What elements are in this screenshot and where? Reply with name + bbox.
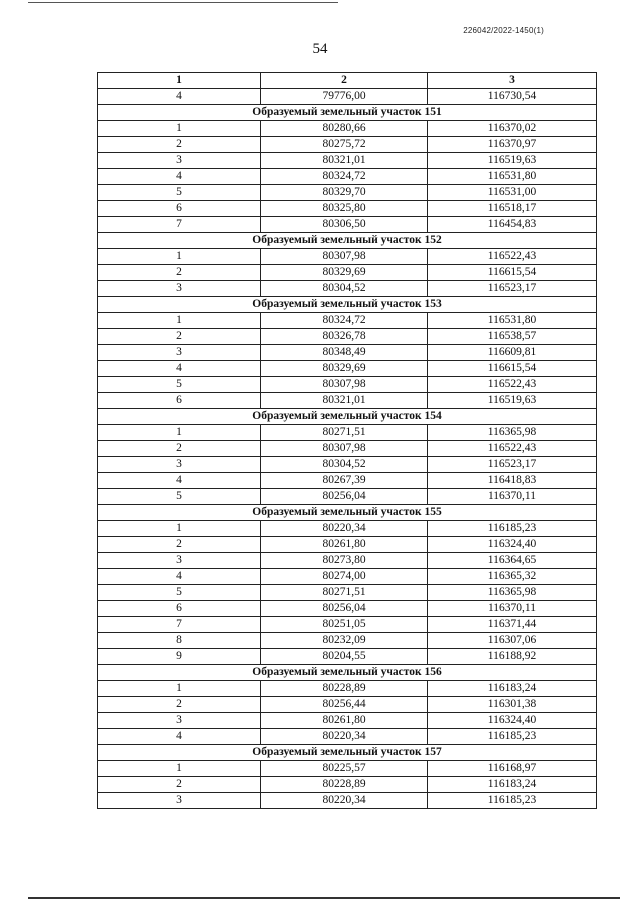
y-coordinate-cell: 116168,97 xyxy=(428,761,597,777)
point-number-cell: 4 xyxy=(98,569,261,585)
x-coordinate-cell: 80273,80 xyxy=(261,553,428,569)
point-number-cell: 3 xyxy=(98,793,261,809)
y-coordinate-cell: 116183,24 xyxy=(428,681,597,697)
y-coordinate-cell: 116188,92 xyxy=(428,649,597,665)
y-coordinate-cell: 116519,63 xyxy=(428,153,597,169)
section-header-row xyxy=(98,105,597,121)
section-header-row xyxy=(98,297,597,313)
table-row xyxy=(98,681,597,697)
y-coordinate-cell: 116518,17 xyxy=(428,201,597,217)
point-number-cell: 2 xyxy=(98,777,261,793)
point-number-cell: 4 xyxy=(98,473,261,489)
point-number-cell: 2 xyxy=(98,329,261,345)
x-coordinate-cell: 80304,52 xyxy=(261,457,428,473)
table-row xyxy=(98,121,597,137)
top-rule xyxy=(28,2,338,3)
point-number-cell: 2 xyxy=(98,697,261,713)
x-coordinate-cell: 80274,00 xyxy=(261,569,428,585)
column-header: 1 xyxy=(98,73,261,89)
table-row xyxy=(98,633,597,649)
point-number-cell: 3 xyxy=(98,713,261,729)
point-number-cell: 2 xyxy=(98,137,261,153)
y-coordinate-cell: 116615,54 xyxy=(428,361,597,377)
y-coordinate-cell: 116538,57 xyxy=(428,329,597,345)
table-row xyxy=(98,329,597,345)
x-coordinate-cell: 80329,69 xyxy=(261,361,428,377)
point-number-cell: 3 xyxy=(98,457,261,473)
x-coordinate-cell: 80228,89 xyxy=(261,681,428,697)
y-coordinate-cell: 116307,06 xyxy=(428,633,597,649)
point-number-cell: 8 xyxy=(98,633,261,649)
table-row xyxy=(98,169,597,185)
y-coordinate-cell: 116609,81 xyxy=(428,345,597,361)
point-number-cell: 5 xyxy=(98,585,261,601)
x-coordinate-cell: 80329,69 xyxy=(261,265,428,281)
section-title: Образуемый земельный участок 156 xyxy=(98,665,597,681)
x-coordinate-cell: 79776,00 xyxy=(261,89,428,105)
point-number-cell: 4 xyxy=(98,169,261,185)
point-number-cell: 4 xyxy=(98,361,261,377)
table-row xyxy=(98,713,597,729)
table-row xyxy=(98,137,597,153)
y-coordinate-cell: 116418,83 xyxy=(428,473,597,489)
coordinates-table-wrapper xyxy=(97,72,596,809)
point-number-cell: 6 xyxy=(98,393,261,409)
x-coordinate-cell: 80261,80 xyxy=(261,713,428,729)
coordinates-table xyxy=(97,72,597,809)
x-coordinate-cell: 80251,05 xyxy=(261,617,428,633)
x-coordinate-cell: 80307,98 xyxy=(261,249,428,265)
table-row xyxy=(98,217,597,233)
table-row xyxy=(98,201,597,217)
x-coordinate-cell: 80267,39 xyxy=(261,473,428,489)
x-coordinate-cell: 80348,49 xyxy=(261,345,428,361)
point-number-cell: 3 xyxy=(98,345,261,361)
point-number-cell: 1 xyxy=(98,681,261,697)
table-row xyxy=(98,313,597,329)
y-coordinate-cell: 116183,24 xyxy=(428,777,597,793)
x-coordinate-cell: 80306,50 xyxy=(261,217,428,233)
x-coordinate-cell: 80220,34 xyxy=(261,729,428,745)
table-row xyxy=(98,537,597,553)
section-header-row xyxy=(98,505,597,521)
table-row xyxy=(98,361,597,377)
y-coordinate-cell: 116730,54 xyxy=(428,89,597,105)
table-row xyxy=(98,393,597,409)
x-coordinate-cell: 80204,55 xyxy=(261,649,428,665)
table-row xyxy=(98,553,597,569)
table-row xyxy=(98,441,597,457)
page-number: 54 xyxy=(312,41,328,57)
table-row xyxy=(98,377,597,393)
section-title: Образуемый земельный участок 152 xyxy=(98,233,597,249)
section-title: Образуемый земельный участок 154 xyxy=(98,409,597,425)
point-number-cell: 3 xyxy=(98,281,261,297)
point-number-cell: 1 xyxy=(98,521,261,537)
table-body xyxy=(98,89,597,809)
section-header-row xyxy=(98,745,597,761)
y-coordinate-cell: 116454,83 xyxy=(428,217,597,233)
point-number-cell: 1 xyxy=(98,249,261,265)
point-number-cell: 3 xyxy=(98,553,261,569)
table-header-row xyxy=(98,73,597,89)
document-number: 226042/2022-1450(1) xyxy=(463,26,544,35)
table-row xyxy=(98,777,597,793)
point-number-cell: 5 xyxy=(98,185,261,201)
x-coordinate-cell: 80321,01 xyxy=(261,153,428,169)
x-coordinate-cell: 80261,80 xyxy=(261,537,428,553)
y-coordinate-cell: 116301,38 xyxy=(428,697,597,713)
y-coordinate-cell: 116519,63 xyxy=(428,393,597,409)
table-row xyxy=(98,793,597,809)
column-header: 3 xyxy=(428,73,597,89)
table-row xyxy=(98,617,597,633)
point-number-cell: 5 xyxy=(98,489,261,505)
section-header-row xyxy=(98,233,597,249)
x-coordinate-cell: 80304,52 xyxy=(261,281,428,297)
point-number-cell: 3 xyxy=(98,153,261,169)
point-number-cell: 7 xyxy=(98,217,261,233)
x-coordinate-cell: 80275,72 xyxy=(261,137,428,153)
y-coordinate-cell: 116370,11 xyxy=(428,601,597,617)
x-coordinate-cell: 80256,04 xyxy=(261,601,428,617)
point-number-cell: 2 xyxy=(98,265,261,281)
y-coordinate-cell: 116364,65 xyxy=(428,553,597,569)
table-row xyxy=(98,521,597,537)
section-title: Образуемый земельный участок 151 xyxy=(98,105,597,121)
x-coordinate-cell: 80326,78 xyxy=(261,329,428,345)
table-row xyxy=(98,761,597,777)
point-number-cell: 1 xyxy=(98,425,261,441)
y-coordinate-cell: 116523,17 xyxy=(428,281,597,297)
point-number-cell: 7 xyxy=(98,617,261,633)
x-coordinate-cell: 80280,66 xyxy=(261,121,428,137)
point-number-cell: 2 xyxy=(98,441,261,457)
y-coordinate-cell: 116365,98 xyxy=(428,425,597,441)
table-row xyxy=(98,153,597,169)
x-coordinate-cell: 80271,51 xyxy=(261,585,428,601)
table-row xyxy=(98,281,597,297)
section-title: Образуемый земельный участок 153 xyxy=(98,297,597,313)
x-coordinate-cell: 80307,98 xyxy=(261,441,428,457)
table-row xyxy=(98,473,597,489)
section-header-row xyxy=(98,665,597,681)
section-title: Образуемый земельный участок 155 xyxy=(98,505,597,521)
point-number-cell: 9 xyxy=(98,649,261,665)
x-coordinate-cell: 80225,57 xyxy=(261,761,428,777)
y-coordinate-cell: 116522,43 xyxy=(428,249,597,265)
y-coordinate-cell: 116523,17 xyxy=(428,457,597,473)
y-coordinate-cell: 116531,80 xyxy=(428,313,597,329)
point-number-cell: 2 xyxy=(98,537,261,553)
point-number-cell: 6 xyxy=(98,601,261,617)
table-row xyxy=(98,697,597,713)
bottom-rule xyxy=(28,897,620,899)
y-coordinate-cell: 116324,40 xyxy=(428,537,597,553)
section-header-row xyxy=(98,409,597,425)
table-row xyxy=(98,457,597,473)
point-number-cell: 4 xyxy=(98,729,261,745)
y-coordinate-cell: 116185,23 xyxy=(428,793,597,809)
point-number-cell: 1 xyxy=(98,313,261,329)
table-row xyxy=(98,249,597,265)
x-coordinate-cell: 80232,09 xyxy=(261,633,428,649)
table-row xyxy=(98,585,597,601)
y-coordinate-cell: 116522,43 xyxy=(428,441,597,457)
table-row xyxy=(98,265,597,281)
x-coordinate-cell: 80307,98 xyxy=(261,377,428,393)
point-number-cell: 6 xyxy=(98,201,261,217)
point-number-cell: 1 xyxy=(98,761,261,777)
y-coordinate-cell: 116185,23 xyxy=(428,521,597,537)
table-row xyxy=(98,489,597,505)
y-coordinate-cell: 116365,32 xyxy=(428,569,597,585)
y-coordinate-cell: 116370,11 xyxy=(428,489,597,505)
table-row xyxy=(98,89,597,105)
x-coordinate-cell: 80271,51 xyxy=(261,425,428,441)
x-coordinate-cell: 80220,34 xyxy=(261,793,428,809)
point-number-cell: 5 xyxy=(98,377,261,393)
table-row xyxy=(98,649,597,665)
x-coordinate-cell: 80324,72 xyxy=(261,169,428,185)
table-row xyxy=(98,345,597,361)
table-row xyxy=(98,601,597,617)
y-coordinate-cell: 116522,43 xyxy=(428,377,597,393)
x-coordinate-cell: 80325,80 xyxy=(261,201,428,217)
section-title: Образуемый земельный участок 157 xyxy=(98,745,597,761)
x-coordinate-cell: 80321,01 xyxy=(261,393,428,409)
table-row xyxy=(98,729,597,745)
y-coordinate-cell: 116615,54 xyxy=(428,265,597,281)
y-coordinate-cell: 116531,80 xyxy=(428,169,597,185)
column-header: 2 xyxy=(261,73,428,89)
y-coordinate-cell: 116370,02 xyxy=(428,121,597,137)
x-coordinate-cell: 80256,04 xyxy=(261,489,428,505)
x-coordinate-cell: 80256,44 xyxy=(261,697,428,713)
point-number-cell: 1 xyxy=(98,121,261,137)
y-coordinate-cell: 116324,40 xyxy=(428,713,597,729)
y-coordinate-cell: 116185,23 xyxy=(428,729,597,745)
x-coordinate-cell: 80220,34 xyxy=(261,521,428,537)
y-coordinate-cell: 116371,44 xyxy=(428,617,597,633)
table-row xyxy=(98,425,597,441)
y-coordinate-cell: 116370,97 xyxy=(428,137,597,153)
y-coordinate-cell: 116531,00 xyxy=(428,185,597,201)
y-coordinate-cell: 116365,98 xyxy=(428,585,597,601)
x-coordinate-cell: 80324,72 xyxy=(261,313,428,329)
x-coordinate-cell: 80329,70 xyxy=(261,185,428,201)
x-coordinate-cell: 80228,89 xyxy=(261,777,428,793)
table-row xyxy=(98,569,597,585)
point-number-cell: 4 xyxy=(98,89,261,105)
table-row xyxy=(98,185,597,201)
